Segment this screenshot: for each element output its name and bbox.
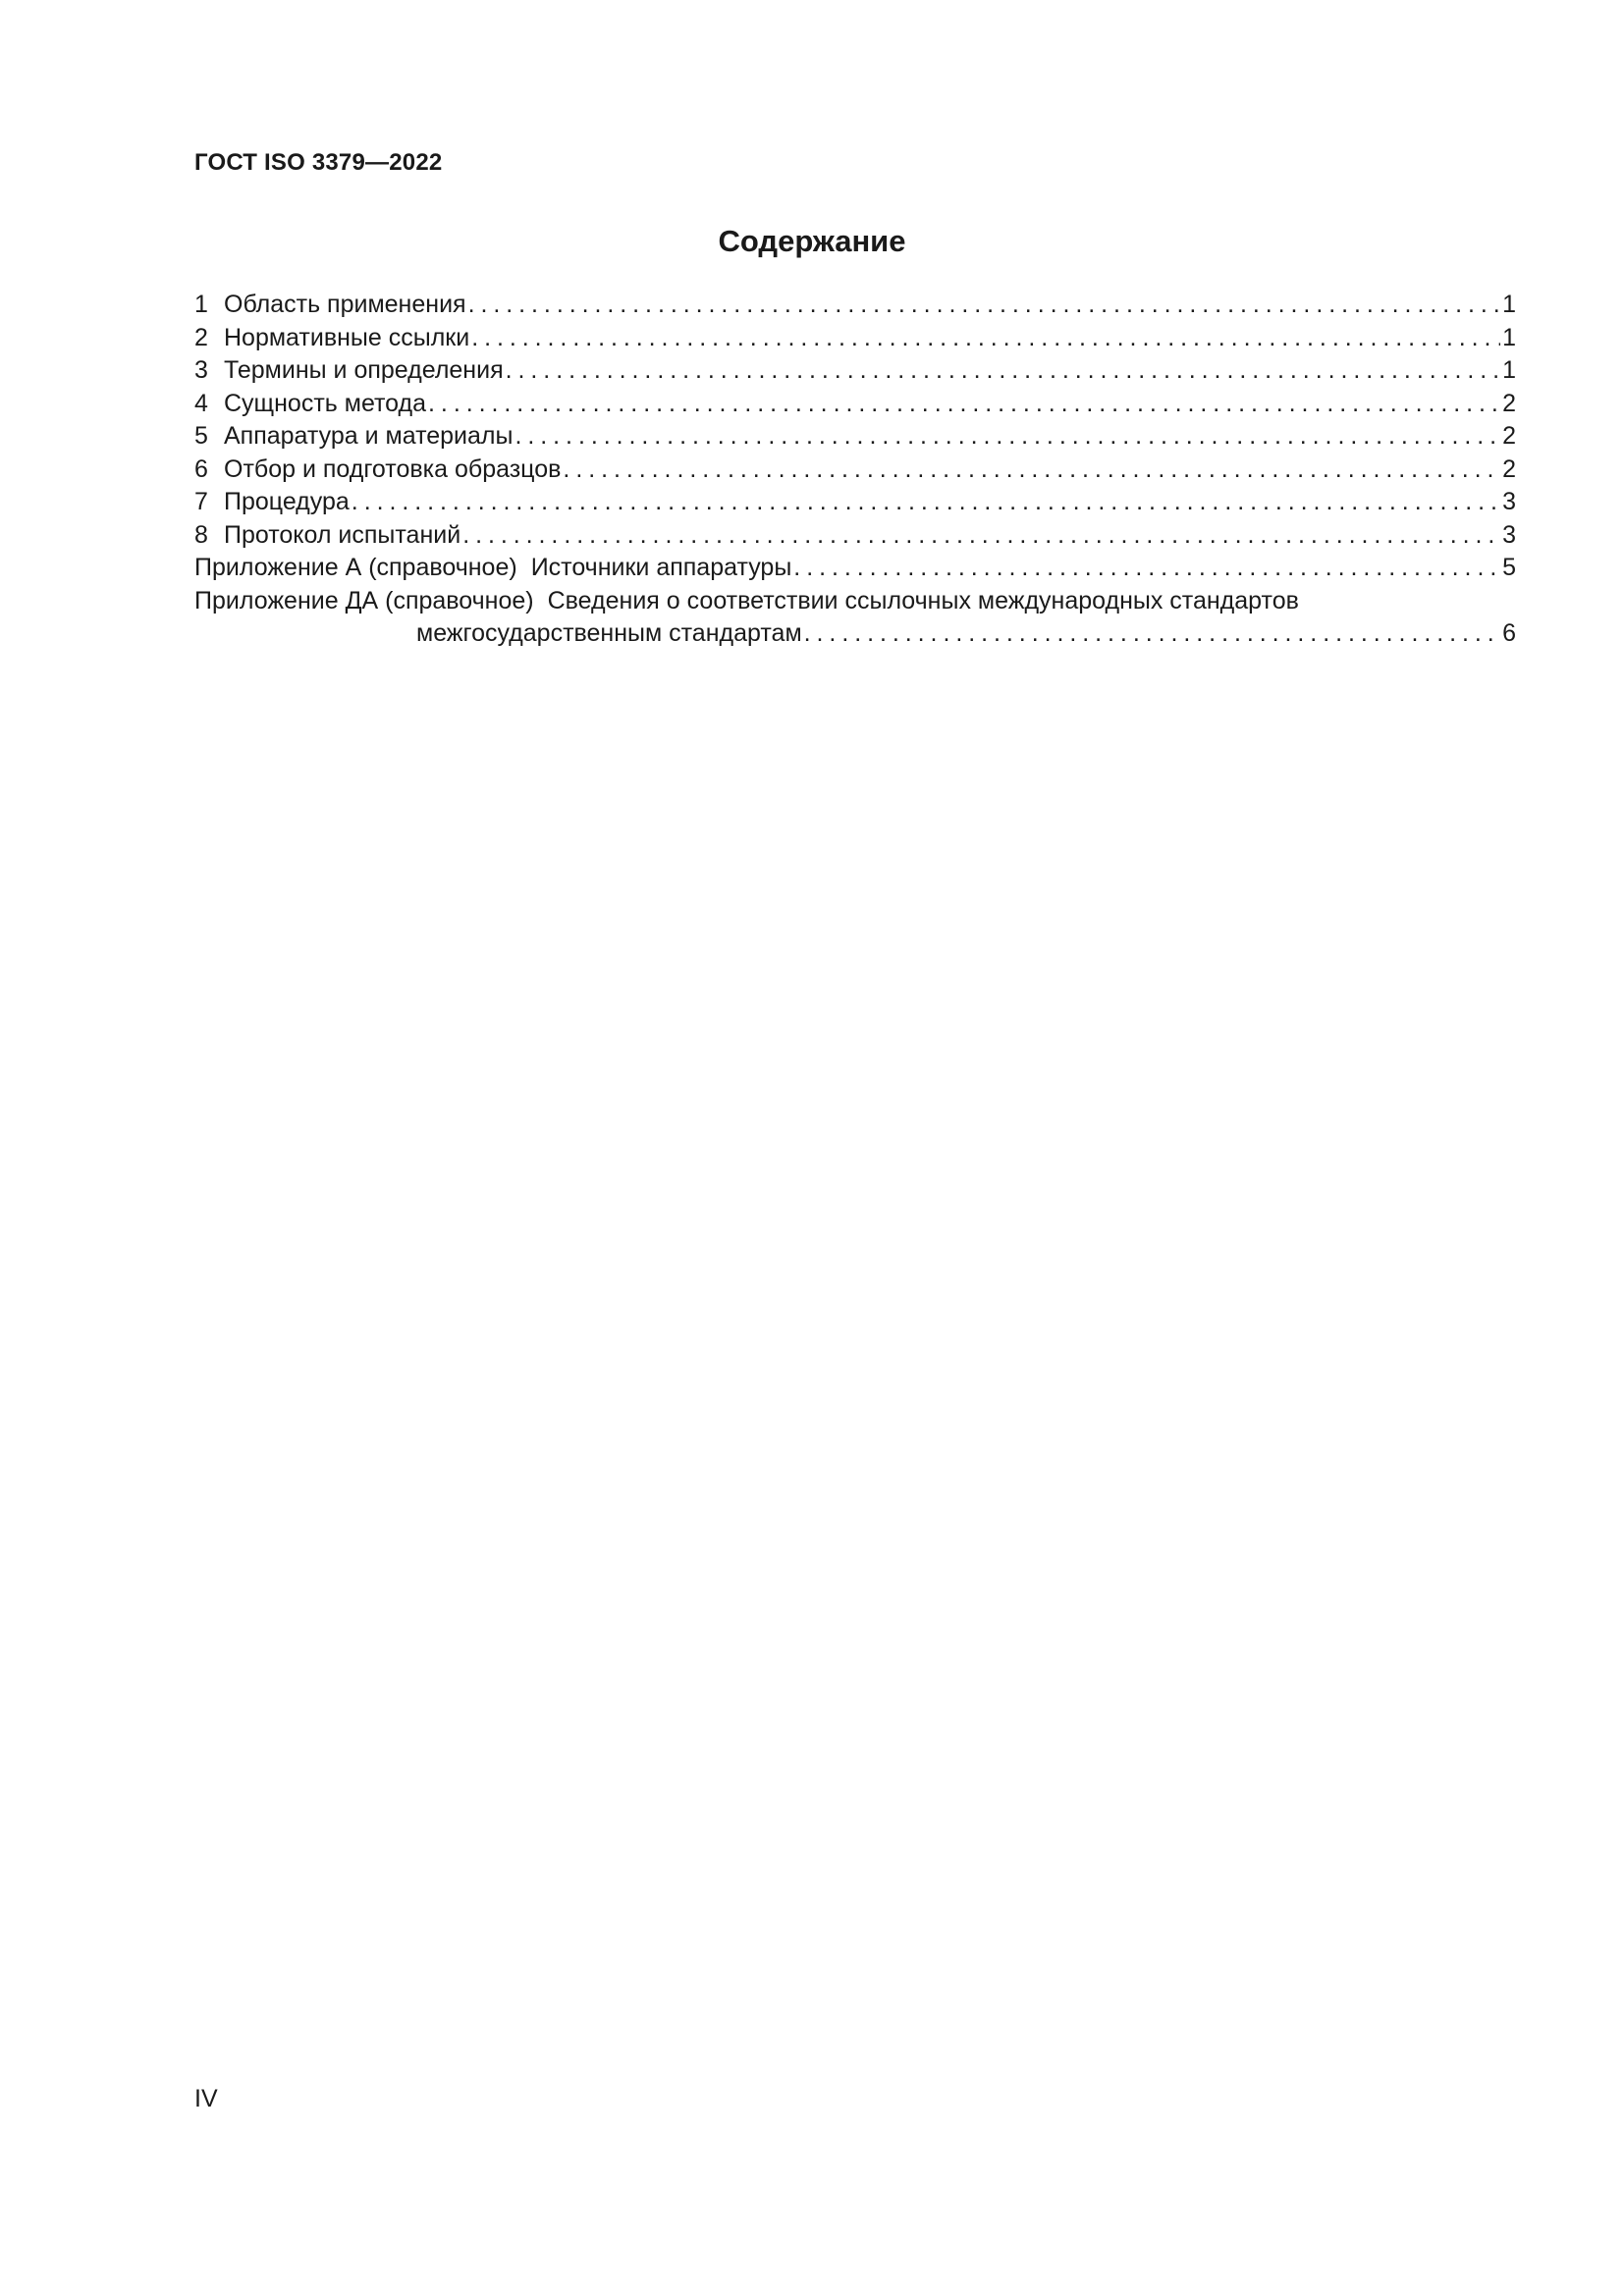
appendix-title-line1: Сведения о соответствии ссылочных международных стандартов <box>547 586 1299 614</box>
toc-entry-label: Процедура <box>224 488 350 515</box>
toc-leader-dots <box>563 454 1500 487</box>
toc-entry-number: 3 <box>194 356 208 384</box>
toc-entry-page: 5 <box>1502 554 1516 581</box>
toc-entry-label: Сущность метода <box>224 389 427 417</box>
toc-entry-5[interactable] <box>194 420 1516 454</box>
toc-entry-page: 1 <box>1502 356 1516 384</box>
document-code: ГОСТ ISO 3379—2022 <box>194 149 443 176</box>
table-of-contents <box>194 289 1516 651</box>
toc-leader-dots <box>428 388 1500 421</box>
appendix-title-line2: межгосударственным стандартам <box>416 619 802 647</box>
appendix-prefix: Приложение ДА (справочное) <box>194 586 534 614</box>
toc-entry-7[interactable] <box>194 486 1516 519</box>
toc-entry-page: 2 <box>1502 454 1516 483</box>
toc-leader-dots <box>793 552 1500 585</box>
toc-entry-label: Протокол испытаний <box>224 520 461 549</box>
toc-appendix-da[interactable] <box>194 585 1516 618</box>
toc-entry-number: 1 <box>194 291 208 318</box>
toc-entry-number: 7 <box>194 488 208 515</box>
toc-entry-label: Отбор и подготовка образцов <box>224 454 562 483</box>
toc-entry-6[interactable] <box>194 454 1516 487</box>
toc-entry-number: 5 <box>194 422 208 450</box>
toc-entry-number: 8 <box>194 520 208 549</box>
toc-entry-label: Нормативные ссылки <box>224 323 470 351</box>
toc-entry-4[interactable] <box>194 388 1516 421</box>
toc-leader-dots <box>514 420 1500 454</box>
toc-entry-page: 1 <box>1502 323 1516 351</box>
toc-appendix-a[interactable] <box>194 552 1516 585</box>
toc-entry-number: 6 <box>194 454 208 483</box>
toc-entry-page: 2 <box>1502 389 1516 417</box>
toc-entry-page: 3 <box>1502 520 1516 549</box>
toc-entry-8[interactable] <box>194 519 1516 553</box>
appendix-title: Источники аппаратуры <box>530 554 792 581</box>
toc-entry-2[interactable] <box>194 322 1516 355</box>
toc-entry-page: 6 <box>1502 619 1516 647</box>
toc-entry-1[interactable] <box>194 289 1516 322</box>
toc-entry-page: 2 <box>1502 422 1516 450</box>
toc-entry-page: 1 <box>1502 291 1516 318</box>
toc-entry-label: Аппаратура и материалы <box>224 422 514 450</box>
toc-entry-3[interactable] <box>194 354 1516 388</box>
toc-entry-number: 4 <box>194 389 208 417</box>
page-number: IV <box>194 2085 218 2112</box>
toc-leader-dots <box>471 322 1500 355</box>
toc-entry-page: 3 <box>1502 488 1516 515</box>
toc-entry-label: Область применения <box>224 291 466 318</box>
toc-appendix-da-continued[interactable] <box>194 617 1516 651</box>
appendix-prefix: Приложение А (справочное) <box>194 554 517 581</box>
toc-leader-dots <box>468 289 1501 322</box>
toc-title: Содержание <box>718 224 906 258</box>
toc-entry-number: 2 <box>194 323 208 351</box>
toc-leader-dots <box>352 486 1500 519</box>
toc-entry-label: Термины и определения <box>224 356 504 384</box>
toc-leader-dots <box>506 354 1500 388</box>
toc-leader-dots <box>804 617 1500 651</box>
toc-leader-dots <box>462 519 1500 553</box>
